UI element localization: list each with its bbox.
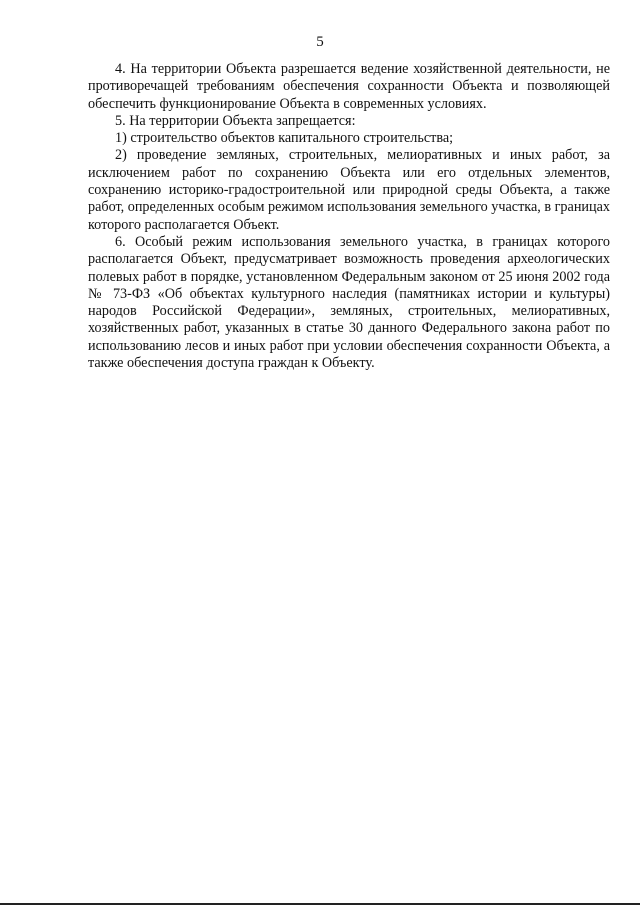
page-number: 5 bbox=[316, 34, 324, 50]
paragraph-item-6: 6. Особый режим использования земельного участка, в границах которого располагается Объект, предусматривает возможность проведения археологических полевых работ в порядке, установленном Федеральным законом от 25 июня 2002 года № 73-ФЗ «Об объектах культурного наследия (памятниках истории и культуры) народов Российской Федерации», земляных, строительных, мелиоративных, хозяйственных работ, указанных в статье 30 данного Федерального закона работ по использованию лесов и иных работ при условии обеспечения сохранности Объекта, а также обеспечения доступа граждан к Объекту. bbox=[88, 233, 610, 372]
paragraph-item-4: 4. На территории Объекта разрешается ведение хозяйственной деятельности, не противоречащей требованиям обеспечения сохранности Объекта и позволяющей обеспечить функционирование Объекта в современных условиях. bbox=[88, 61, 610, 112]
paragraph-subitem-1: 1) строительство объектов капитального строительства; bbox=[115, 130, 454, 147]
paragraph-subitem-2: 2) проведение земляных, строительных, мелиоративных и иных работ, за исключением работ по сохранению Объекта или его отдельных элементов, сохранению историко-градостроительной или природной среды Объекта, а также работ, определенных особым режимом использования земельного участка, в границах которого располагается Объект. bbox=[88, 147, 610, 233]
document-body bbox=[88, 61, 610, 372]
paragraph-item-5: 5. На территории Объекта запрещается: bbox=[115, 112, 356, 129]
